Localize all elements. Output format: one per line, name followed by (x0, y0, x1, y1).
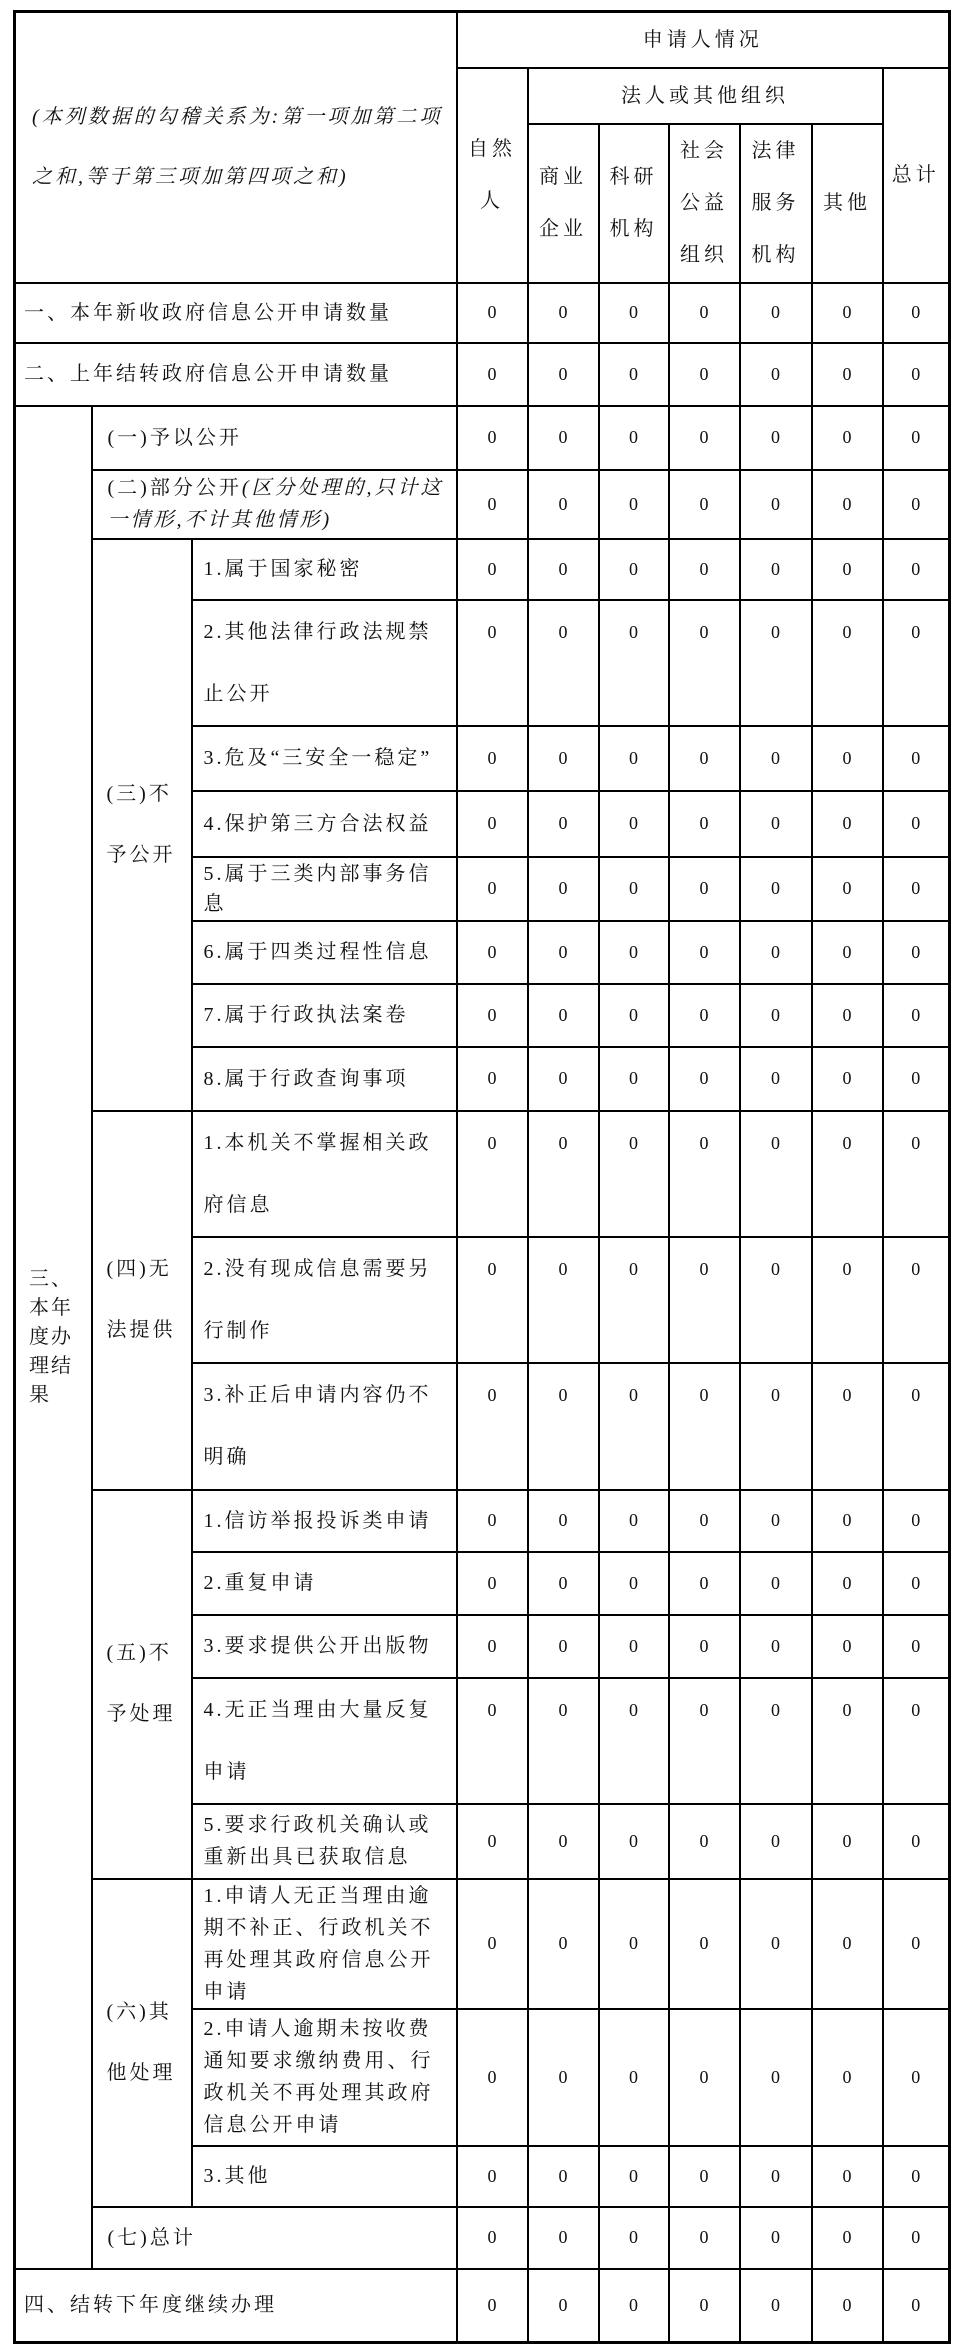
value-cell-col2: 0 (599, 2146, 669, 2207)
value-cell-col6: 0 (883, 406, 950, 470)
value-cell-col3: 0 (669, 984, 740, 1047)
header-commercial-enterprise: 商业企业 (528, 124, 599, 283)
value-cell-col3: 0 (669, 791, 740, 857)
value-cell-col0: 0 (457, 283, 528, 343)
value-cell-col3: 0 (669, 1552, 740, 1615)
table-row (15, 2269, 950, 2343)
value-cell-col2: 0 (599, 2009, 669, 2146)
value-cell-col5: 0 (812, 726, 883, 791)
value-cell-col2: 0 (599, 1363, 669, 1490)
value-cell-col0: 0 (457, 1047, 528, 1111)
value-cell-col5: 0 (812, 2009, 883, 2146)
value-cell-col3: 0 (669, 2009, 740, 2146)
value-cell-col5: 0 (812, 1615, 883, 1678)
value-cell-col6: 0 (883, 2207, 950, 2269)
value-cell-col0: 0 (457, 2207, 528, 2269)
value-cell-col5: 0 (812, 1111, 883, 1237)
header-natural-person: 自然人 (457, 68, 528, 283)
value-cell-col1: 0 (528, 2207, 599, 2269)
value-cell-col3: 0 (669, 406, 740, 470)
header-research-institution: 科研机构 (599, 124, 669, 283)
value-cell-col5: 0 (812, 984, 883, 1047)
table-row (15, 406, 950, 470)
table-row (15, 1879, 950, 2009)
row-label-no-existing-info: 2.没有现成信息需要另行制作 (192, 1237, 457, 1363)
value-cell-col6: 0 (883, 1552, 950, 1615)
value-cell-col4: 0 (740, 600, 812, 726)
table-row-header-1 (15, 12, 950, 68)
value-cell-col4: 0 (740, 2009, 812, 2146)
value-cell-col5: 0 (812, 283, 883, 343)
value-cell-col2: 0 (599, 1879, 669, 2009)
value-cell-col5: 0 (812, 1552, 883, 1615)
value-cell-col1: 0 (528, 1879, 599, 2009)
value-cell-col5: 0 (812, 791, 883, 857)
value-cell-col1: 0 (528, 1111, 599, 1237)
row-label-prohibited-by-law: 2.其他法律行政法规禁止公开 (192, 600, 457, 726)
value-cell-col4: 0 (740, 1363, 812, 1490)
row-label-granted-disclosure: (一)予以公开 (92, 406, 457, 470)
table-row (15, 1111, 950, 1237)
value-cell-col2: 0 (599, 921, 669, 984)
row-label-third-party-rights: 4.保护第三方合法权益 (192, 791, 457, 857)
value-cell-col0: 0 (457, 406, 528, 470)
row-label-still-unclear-after-amendment: 3.补正后申请内容仍不明确 (192, 1363, 457, 1490)
value-cell-col4: 0 (740, 1678, 812, 1804)
value-cell-col5: 0 (812, 857, 883, 921)
value-cell-col3: 0 (669, 600, 740, 726)
value-cell-col0: 0 (457, 600, 528, 726)
value-cell-col6: 0 (883, 1678, 950, 1804)
value-cell-col3: 0 (669, 857, 740, 921)
row-label-text: (二)部分公开 (107, 477, 242, 499)
value-cell-col2: 0 (599, 2269, 669, 2343)
row-label-no-amendment-overdue: 1.申请人无正当理由逾期不补正、行政机关不再处理其政府信息公开申请 (192, 1879, 457, 2009)
value-cell-col4: 0 (740, 1237, 812, 1363)
value-cell-col2: 0 (599, 1490, 669, 1552)
value-cell-col4: 0 (740, 857, 812, 921)
value-cell-col4: 0 (740, 791, 812, 857)
value-cell-col3: 0 (669, 1879, 740, 2009)
value-cell-col0: 0 (457, 984, 528, 1047)
value-cell-col1: 0 (528, 984, 599, 1047)
value-cell-col6: 0 (883, 1237, 950, 1363)
value-cell-col6: 0 (883, 1111, 950, 1237)
value-cell-col4: 0 (740, 1615, 812, 1678)
value-cell-col2: 0 (599, 984, 669, 1047)
header-social-welfare-org: 社会公益组织 (669, 124, 740, 283)
value-cell-col0: 0 (457, 857, 528, 921)
value-cell-col2: 0 (599, 2207, 669, 2269)
value-cell-col0: 0 (457, 343, 528, 406)
value-cell-col2: 0 (599, 726, 669, 791)
value-cell-col4: 0 (740, 2146, 812, 2207)
row-label-confirm-or-reissue-info: 5.要求行政机关确认或重新出具已获取信息 (192, 1804, 457, 1879)
value-cell-col1: 0 (528, 1363, 599, 1490)
value-cell-col5: 0 (812, 343, 883, 406)
value-cell-col0: 0 (457, 2009, 528, 2146)
value-cell-col1: 0 (528, 470, 599, 539)
value-cell-col6: 0 (883, 470, 950, 539)
value-cell-col3: 0 (669, 1237, 740, 1363)
value-cell-col4: 0 (740, 283, 812, 343)
value-cell-col6: 0 (883, 1490, 950, 1552)
value-cell-col5: 0 (812, 921, 883, 984)
value-cell-col4: 0 (740, 1804, 812, 1879)
value-cell-col2: 0 (599, 791, 669, 857)
section-label-annual-results: 三、本年度办理结果 (15, 406, 92, 2269)
value-cell-col6: 0 (883, 857, 950, 921)
value-cell-col1: 0 (528, 726, 599, 791)
value-cell-col2: 0 (599, 470, 669, 539)
value-cell-col6: 0 (883, 2146, 950, 2207)
value-cell-col2: 0 (599, 857, 669, 921)
value-cell-col4: 0 (740, 726, 812, 791)
value-cell-col1: 0 (528, 2146, 599, 2207)
value-cell-col0: 0 (457, 1237, 528, 1363)
table-row (15, 1490, 950, 1552)
value-cell-col2: 0 (599, 406, 669, 470)
table-row (15, 539, 950, 600)
value-cell-col1: 0 (528, 1552, 599, 1615)
value-cell-col3: 0 (669, 1804, 740, 1879)
value-cell-col2: 0 (599, 1111, 669, 1237)
value-cell-col4: 0 (740, 1490, 812, 1552)
gov-info-disclosure-table (13, 10, 951, 2344)
row-label-repeated-application: 2.重复申请 (192, 1552, 457, 1615)
value-cell-col2: 0 (599, 539, 669, 600)
value-cell-col1: 0 (528, 921, 599, 984)
value-cell-col1: 0 (528, 2009, 599, 2146)
table-row (15, 2207, 950, 2269)
value-cell-col5: 0 (812, 2207, 883, 2269)
row-label-fees-not-paid: 2.申请人逾期未按收费通知要求缴纳费用、行政机关不再处理其政府信息公开申请 (192, 2009, 457, 2146)
group-label-refuse-disclosure: (三)不予公开 (92, 539, 192, 1111)
row-label-petition-complaint: 1.信访举报投诉类申请 (192, 1490, 457, 1552)
value-cell-col0: 0 (457, 1678, 528, 1804)
value-cell-col4: 0 (740, 470, 812, 539)
value-cell-col2: 0 (599, 1615, 669, 1678)
value-cell-col3: 0 (669, 2207, 740, 2269)
row-label-process-info: 6.属于四类过程性信息 (192, 921, 457, 984)
value-cell-col6: 0 (883, 1879, 950, 2009)
value-cell-col1: 0 (528, 1047, 599, 1111)
value-cell-col2: 0 (599, 1804, 669, 1879)
value-cell-col4: 0 (740, 1879, 812, 2009)
value-cell-col5: 0 (812, 1490, 883, 1552)
value-cell-col3: 0 (669, 539, 740, 600)
value-cell-col2: 0 (599, 343, 669, 406)
value-cell-col5: 0 (812, 600, 883, 726)
row-label-section-total: (七)总计 (92, 2207, 457, 2269)
value-cell-col0: 0 (457, 1490, 528, 1552)
value-cell-col6: 0 (883, 600, 950, 726)
value-cell-col4: 0 (740, 1111, 812, 1237)
table-row (15, 343, 950, 406)
value-cell-col0: 0 (457, 1804, 528, 1879)
value-cell-col0: 0 (457, 921, 528, 984)
header-legal-service-org: 法律服务机构 (740, 124, 812, 283)
value-cell-col5: 0 (812, 1363, 883, 1490)
value-cell-col2: 0 (599, 1237, 669, 1363)
value-cell-col1: 0 (528, 1237, 599, 1363)
value-cell-col2: 0 (599, 1047, 669, 1111)
header-legal-or-other-org: 法人或其他组织 (528, 68, 883, 124)
group-label-other-processing: (六)其他处理 (92, 1879, 192, 2207)
group-label-unable-to-provide: (四)无法提供 (92, 1111, 192, 1490)
value-cell-col6: 0 (883, 791, 950, 857)
value-cell-col0: 0 (457, 1363, 528, 1490)
value-cell-col5: 0 (812, 2146, 883, 2207)
row-label-other-processing-other: 3.其他 (192, 2146, 457, 2207)
row-label-carried-over-applications: 二、上年结转政府信息公开申请数量 (15, 343, 457, 406)
value-cell-col3: 0 (669, 1678, 740, 1804)
value-cell-col4: 0 (740, 921, 812, 984)
value-cell-col5: 0 (812, 1047, 883, 1111)
value-cell-col6: 0 (883, 2269, 950, 2343)
value-cell-col1: 0 (528, 283, 599, 343)
value-cell-col0: 0 (457, 539, 528, 600)
value-cell-col0: 0 (457, 470, 528, 539)
value-cell-col3: 0 (669, 343, 740, 406)
value-cell-col1: 0 (528, 1804, 599, 1879)
value-cell-col0: 0 (457, 791, 528, 857)
value-cell-col6: 0 (883, 984, 950, 1047)
value-cell-col1: 0 (528, 1615, 599, 1678)
value-cell-col2: 0 (599, 600, 669, 726)
value-cell-col3: 0 (669, 1490, 740, 1552)
value-cell-col4: 0 (740, 539, 812, 600)
value-cell-col3: 0 (669, 921, 740, 984)
value-cell-col6: 0 (883, 539, 950, 600)
value-cell-col1: 0 (528, 539, 599, 600)
value-cell-col4: 0 (740, 2269, 812, 2343)
row-label-endanger-security-stability: 3.危及“三安全一稳定” (192, 726, 457, 791)
value-cell-col6: 0 (883, 2009, 950, 2146)
value-cell-col3: 0 (669, 1615, 740, 1678)
value-cell-col4: 0 (740, 1552, 812, 1615)
value-cell-col4: 0 (740, 984, 812, 1047)
value-cell-col5: 0 (812, 1879, 883, 2009)
value-cell-col4: 0 (740, 2207, 812, 2269)
header-applicant-situation: 申请人情况 (457, 12, 950, 68)
value-cell-col5: 0 (812, 1237, 883, 1363)
row-label-info-not-held: 1.本机关不掌握相关政府信息 (192, 1111, 457, 1237)
value-cell-col6: 0 (883, 1804, 950, 1879)
value-cell-col0: 0 (457, 2146, 528, 2207)
value-cell-col1: 0 (528, 343, 599, 406)
value-cell-col1: 0 (528, 2269, 599, 2343)
row-label-state-secret: 1.属于国家秘密 (192, 539, 457, 600)
reconciliation-note: (本列数据的勾稽关系为:第一项加第二项之和,等于第三项加第四项之和) (15, 12, 457, 283)
value-cell-col5: 0 (812, 406, 883, 470)
value-cell-col6: 0 (883, 1047, 950, 1111)
value-cell-col3: 0 (669, 2146, 740, 2207)
value-cell-col5: 0 (812, 539, 883, 600)
row-label-enforcement-files: 7.属于行政执法案卷 (192, 984, 457, 1047)
value-cell-col3: 0 (669, 1363, 740, 1490)
value-cell-col5: 0 (812, 2269, 883, 2343)
value-cell-col6: 0 (883, 283, 950, 343)
value-cell-col0: 0 (457, 1615, 528, 1678)
header-other: 其他 (812, 124, 883, 283)
row-label-carried-to-next-year: 四、结转下年度继续办理 (15, 2269, 457, 2343)
value-cell-col2: 0 (599, 1678, 669, 1804)
value-cell-col6: 0 (883, 1615, 950, 1678)
value-cell-col1: 0 (528, 791, 599, 857)
value-cell-col5: 0 (812, 470, 883, 539)
value-cell-col0: 0 (457, 1879, 528, 2009)
table-row (15, 283, 950, 343)
row-label-note: (区分处理的,只计这一情形,不计其他情形) (107, 477, 444, 531)
header-total: 总计 (883, 68, 950, 283)
value-cell-col4: 0 (740, 1047, 812, 1111)
row-label-administrative-inquiry: 8.属于行政查询事项 (192, 1047, 457, 1111)
value-cell-col3: 0 (669, 470, 740, 539)
value-cell-col6: 0 (883, 726, 950, 791)
row-label-internal-affairs-info: 5.属于三类内部事务信息 (192, 857, 457, 921)
value-cell-col1: 0 (528, 406, 599, 470)
value-cell-col3: 0 (669, 1047, 740, 1111)
value-cell-col6: 0 (883, 343, 950, 406)
value-cell-col3: 0 (669, 2269, 740, 2343)
value-cell-col4: 0 (740, 343, 812, 406)
value-cell-col1: 0 (528, 857, 599, 921)
value-cell-col2: 0 (599, 283, 669, 343)
value-cell-col2: 0 (599, 1552, 669, 1615)
value-cell-col1: 0 (528, 1490, 599, 1552)
value-cell-col3: 0 (669, 726, 740, 791)
value-cell-col1: 0 (528, 600, 599, 726)
row-label-new-applications: 一、本年新收政府信息公开申请数量 (15, 283, 457, 343)
value-cell-col0: 0 (457, 1552, 528, 1615)
value-cell-col6: 0 (883, 921, 950, 984)
value-cell-col6: 0 (883, 1363, 950, 1490)
value-cell-col0: 0 (457, 2269, 528, 2343)
row-label-mass-repetitive-requests: 4.无正当理由大量反复申请 (192, 1678, 457, 1804)
group-label-no-processing: (五)不予处理 (92, 1490, 192, 1879)
value-cell-col0: 0 (457, 726, 528, 791)
table-row (15, 470, 950, 539)
value-cell-col5: 0 (812, 1804, 883, 1879)
value-cell-col3: 0 (669, 1111, 740, 1237)
value-cell-col0: 0 (457, 1111, 528, 1237)
value-cell-col1: 0 (528, 1678, 599, 1804)
value-cell-col3: 0 (669, 283, 740, 343)
row-label-public-publications: 3.要求提供公开出版物 (192, 1615, 457, 1678)
value-cell-col4: 0 (740, 406, 812, 470)
row-label-partial-disclosure (92, 470, 457, 539)
value-cell-col5: 0 (812, 1678, 883, 1804)
